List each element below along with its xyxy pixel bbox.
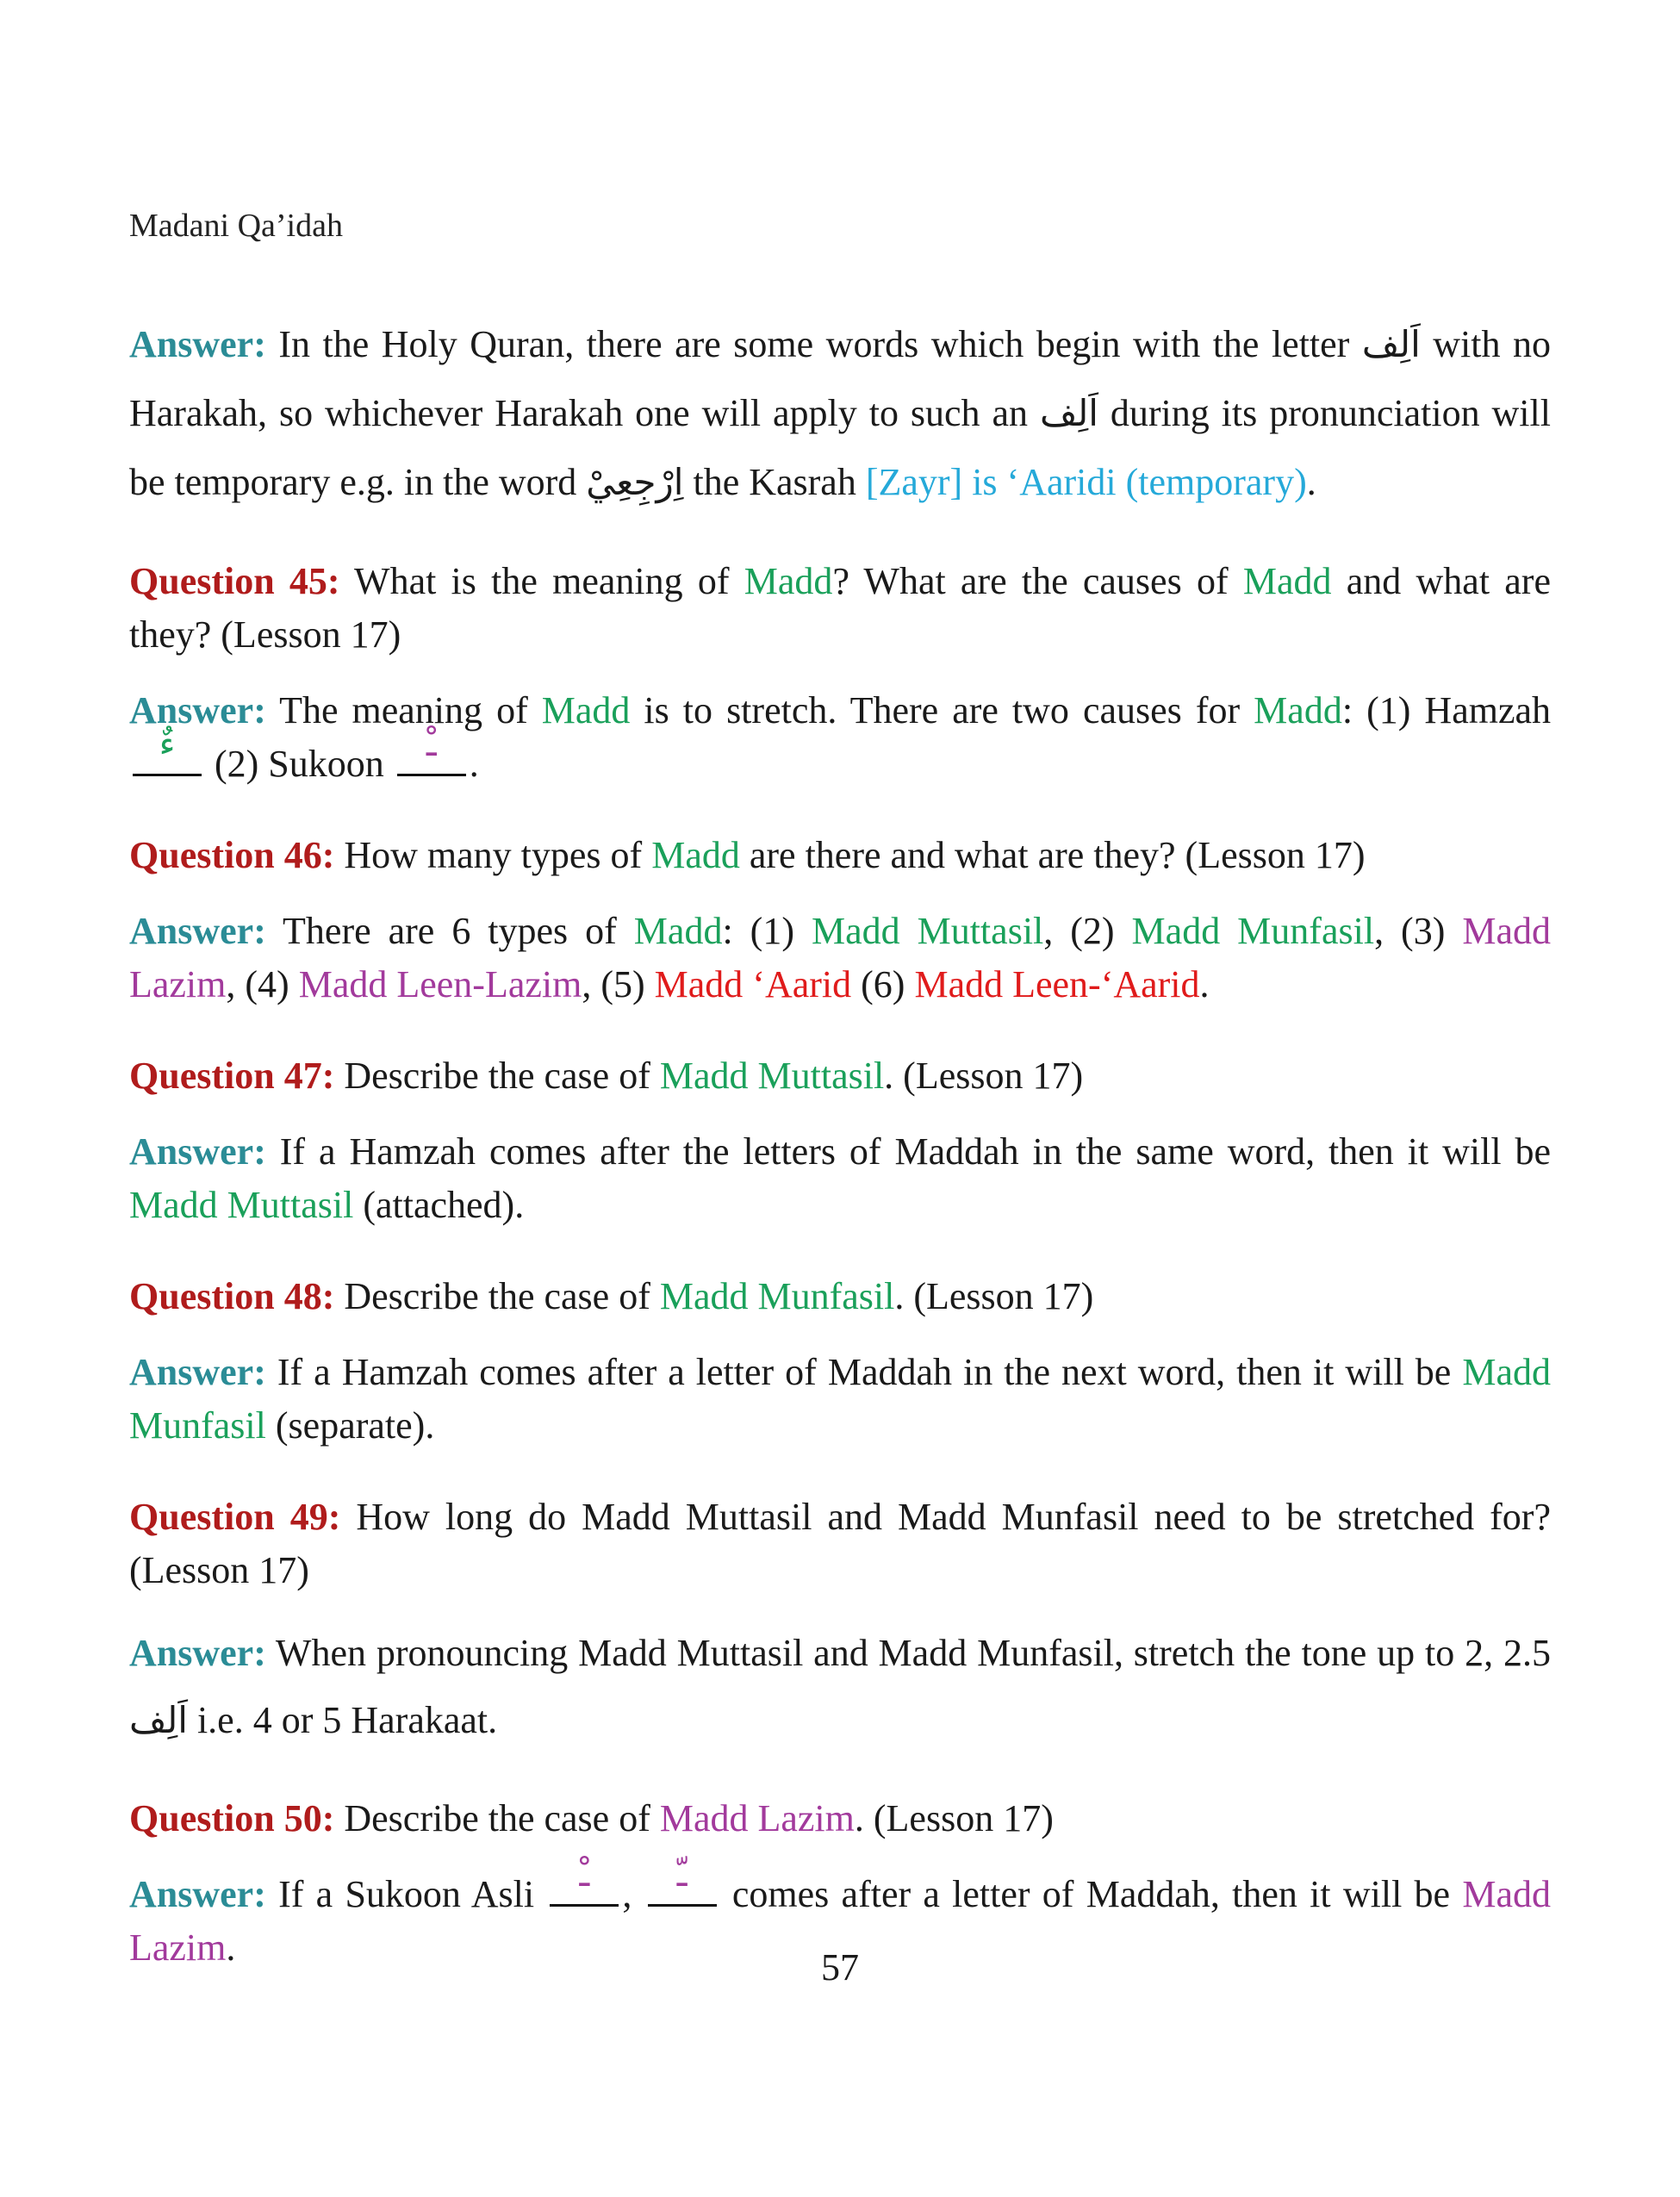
question-47: Question 47: Describe the case of Madd Muttasil. (Lesson 17): [129, 1055, 1084, 1097]
arabic-alif: اَلِف: [1361, 323, 1421, 365]
shaddah-mark: ـّ: [676, 1855, 688, 1895]
answer-label: Answer:: [129, 910, 266, 952]
question-label: Question 48:: [129, 1275, 335, 1317]
question-45: Question 45: What is the meaning of Madd? What are the causes of Madd and what are they? (Lesson 17): [129, 560, 1551, 656]
answer-50: Answer: If a Sukoon Asli ـْ , ـّ comes after a letter of Maddah, then it will be Madd Lazim.: [129, 1855, 1551, 1969]
question-label: Question 50:: [129, 1797, 335, 1839]
answer-label: Answer:: [129, 1130, 266, 1173]
question-label: Question 47:: [129, 1055, 335, 1097]
arabic-alif: اَلِف: [1039, 392, 1098, 434]
sukoon-mark: ـْ: [426, 725, 437, 764]
answer-label: Answer:: [129, 1873, 266, 1915]
answer-45: Answer: The meaning of Madd is to stretch. There are two causes for Madd: (1) Hamzah ءٌ (2) Sukoon ـْ .: [129, 689, 1552, 785]
question-48: Question 48: Describe the case of Madd Munfasil. (Lesson 17): [129, 1275, 1094, 1317]
sukoon-blank: [550, 1855, 619, 1907]
answer-46: Answer: There are 6 types of Madd: (1) Madd Muttasil, (2) Madd Munfasil, (3) Madd Lazim, (4) Madd Leen-Lazim, (5) Madd ‘Aarid (6) Madd Leen-‘Aarid.: [129, 910, 1551, 1005]
arabic-word-irji: اِرْجِعِيْ: [586, 461, 684, 503]
sukoon-mark: ـْ: [579, 1855, 590, 1895]
question-label: Question 49:: [129, 1496, 341, 1538]
arabic-alif: اَلِف: [129, 1699, 188, 1741]
answer-47: Answer: If a Hamzah comes after the letters of Maddah in the same word, then it will be Madd Muttasil (attached).: [129, 1130, 1551, 1226]
answer-label: Answer:: [129, 1632, 266, 1674]
shaddah-blank: [648, 1855, 717, 1907]
sukoon-blank: [397, 725, 466, 776]
question-label: Question 46:: [129, 834, 335, 876]
question-50: Question 50: Describe the case of Madd Lazim. (Lesson 17): [129, 1797, 1054, 1839]
answer-label: Answer:: [129, 323, 266, 365]
question-46: Question 46: How many types of Madd are there and what are they? (Lesson 17): [129, 834, 1366, 876]
answer-44: Answer: In the Holy Quran, there are some words which begin with the letter اَلِف with no Harakah, so whichever Harakah one will apply to such an اَلِف during its pronunciation will be temporary e.g. in the word اِرْجِعِيْ the Kasrah [Zayr] is ‘Aaridi (temporary).: [129, 323, 1551, 503]
answer-label: Answer:: [129, 1351, 266, 1393]
content: [129, 310, 1551, 2013]
answer-48: Answer: If a Hamzah comes after a letter of Maddah in the next word, then it will be Madd Munfasil (separate).: [129, 1351, 1551, 1447]
page-number: 57: [821, 1946, 859, 1989]
hamzah-blank: [133, 725, 202, 776]
zayr-note: [Zayr] is ‘Aaridi (temporary): [865, 461, 1307, 503]
answer-49: Answer: When pronouncing Madd Muttasil and Madd Munfasil, stretch the tone up to 2, 2.5 اَلِف i.e. 4 or 5 Harakaat.: [129, 1632, 1551, 1741]
question-label: Question 45:: [129, 560, 340, 602]
question-49: Question 49: How long do Madd Muttasil and Madd Munfasil need to be stretched for? (Lesson 17): [129, 1496, 1551, 1591]
running-header: Madani Qa’idah: [129, 208, 343, 244]
hamzah-mark: ءٌ: [159, 725, 176, 764]
answer-label: Answer:: [129, 689, 266, 731]
